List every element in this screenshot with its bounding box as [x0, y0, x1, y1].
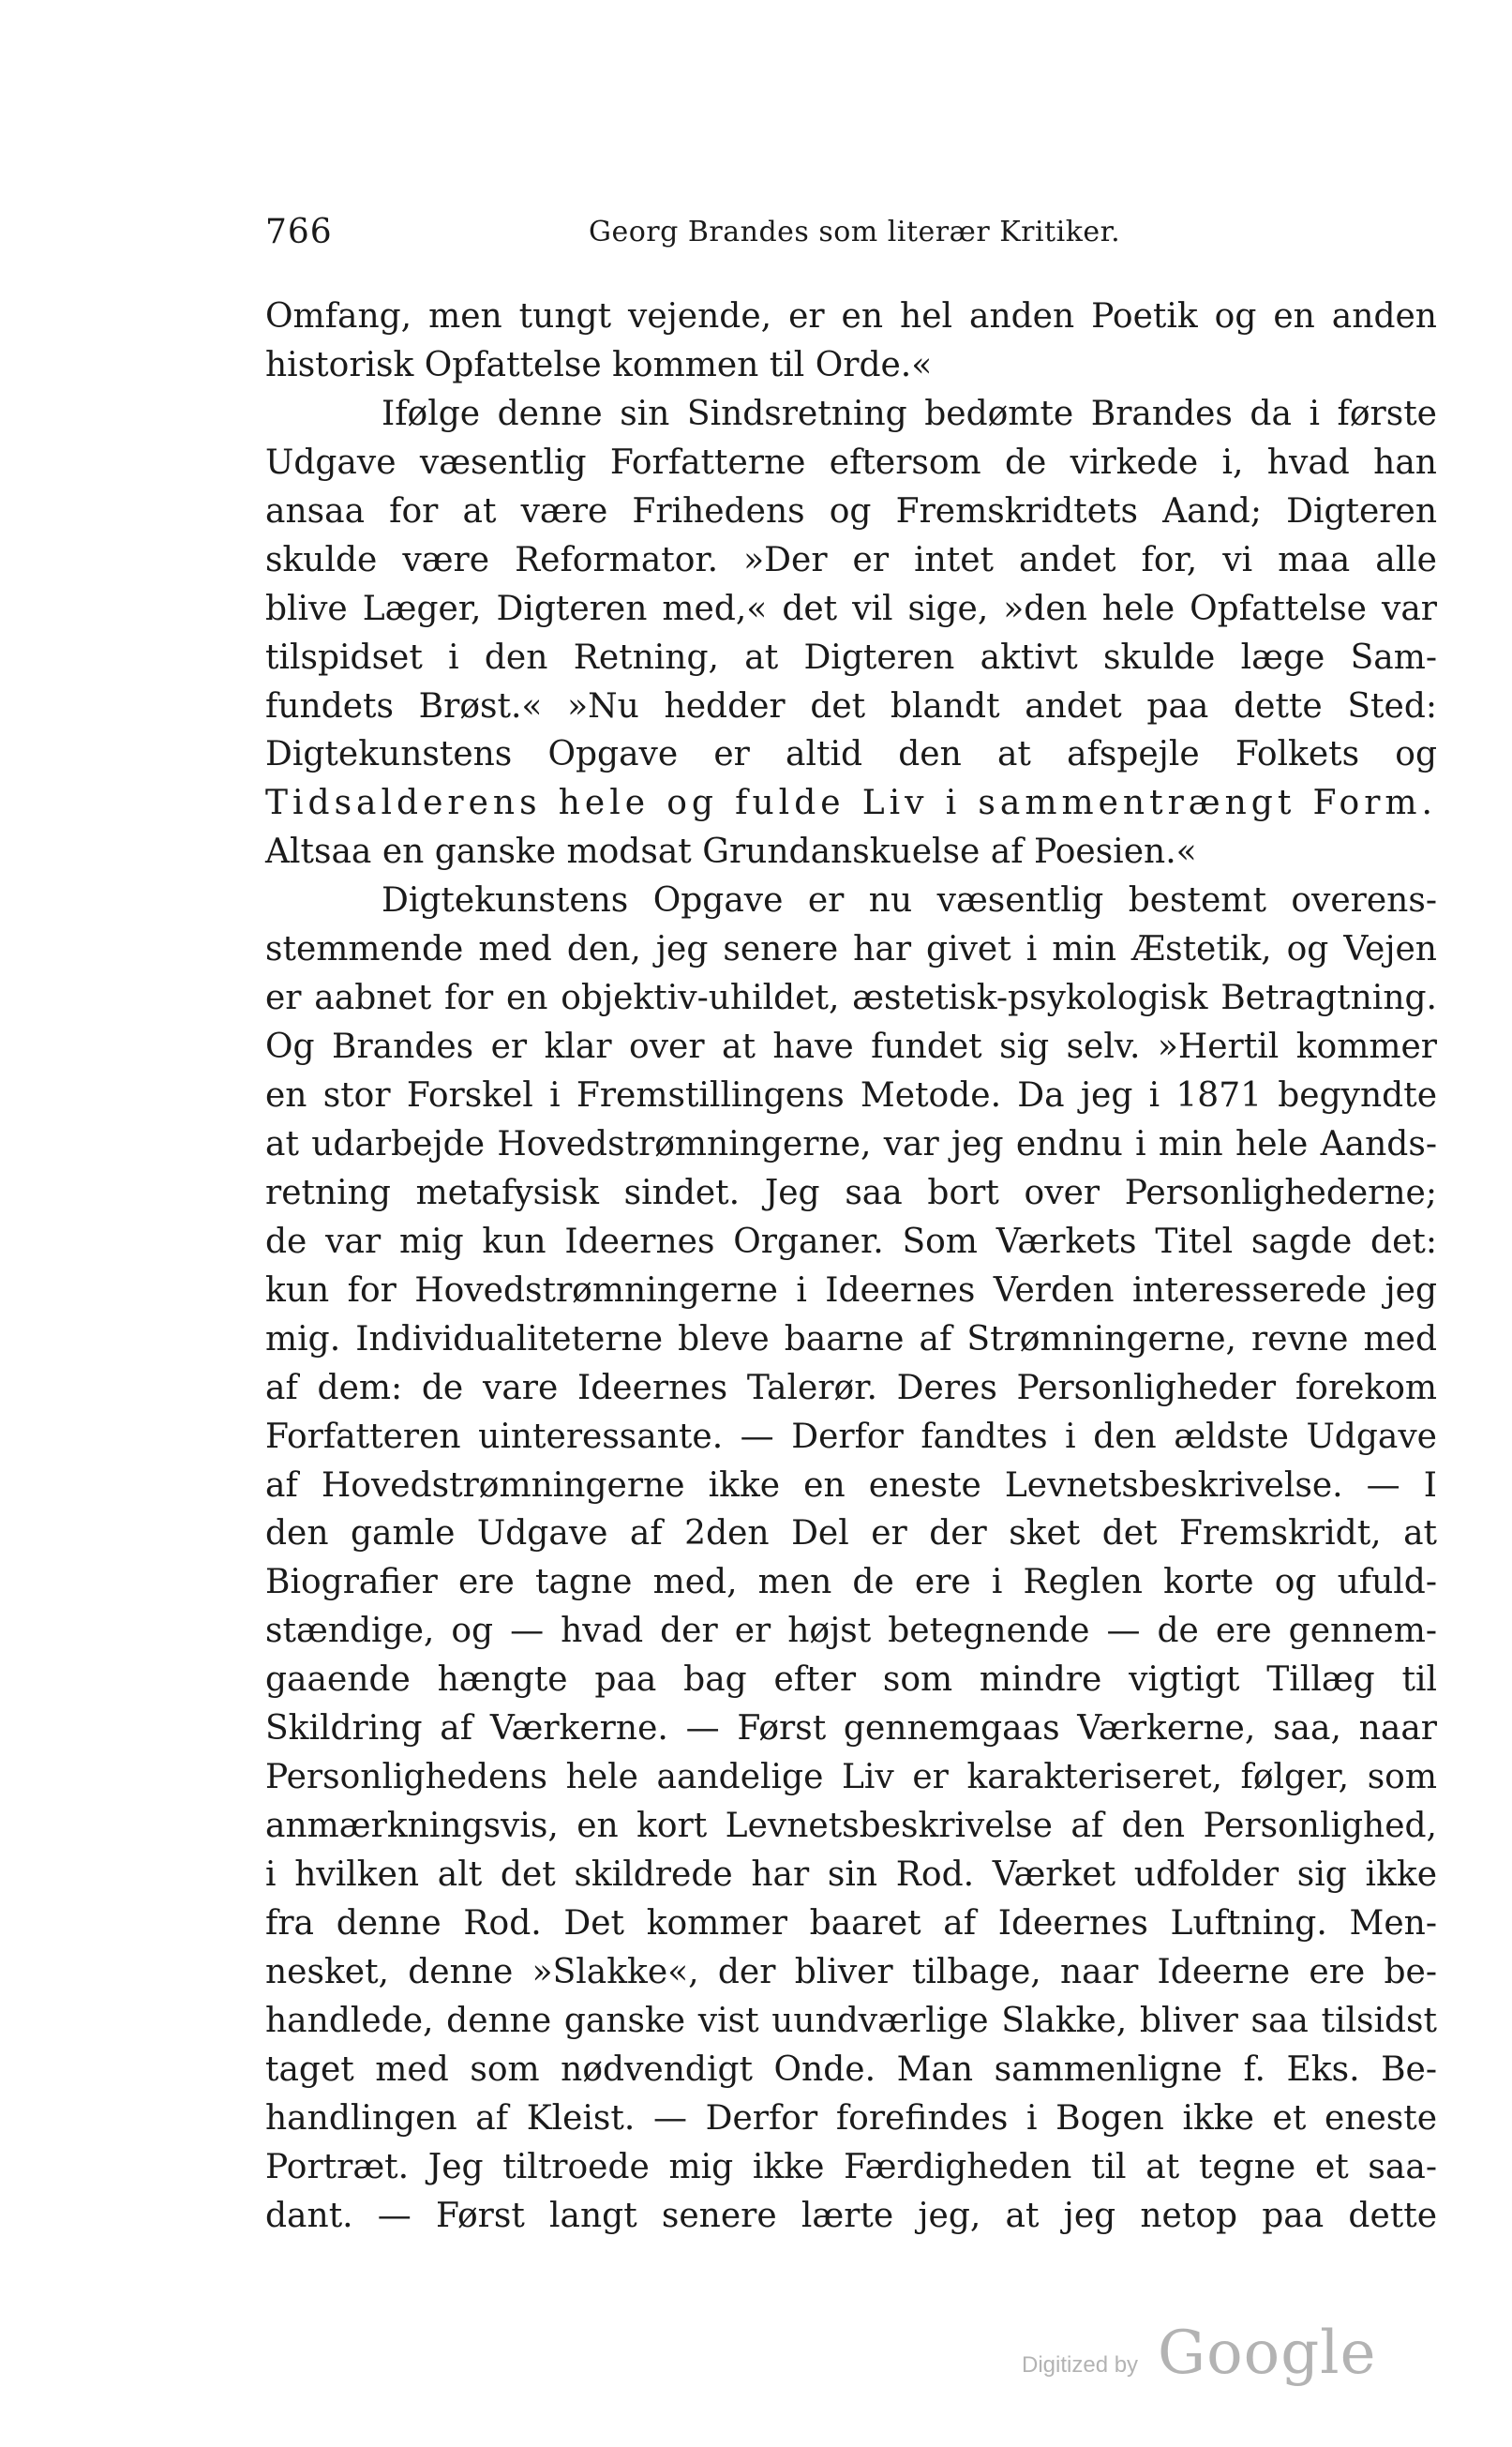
text-line: anmærkningsvis, en kort Levnetsbeskrivelse af den Personlighed, [265, 1807, 1437, 1846]
digitized-watermark [1022, 2316, 1425, 2400]
page-number: 766 [265, 213, 333, 251]
text-line: er aabnet for en objektiv-uhildet, æstetisk-psykologisk Betragtning. [265, 979, 1437, 1018]
page-header [265, 204, 1437, 261]
text-line: af Hovedstrømningerne ikke en eneste Levnetsbeskrivelse. — I [265, 1465, 1437, 1505]
watermark-prefix: Digitized by [1022, 2352, 1139, 2378]
text-line: retning metafysisk sindet. Jeg saa bort over Personlighederne; [265, 1173, 1437, 1212]
text-line: handlingen af Kleist. — Derfor forefindes i Bogen ikke et eneste [265, 2098, 1437, 2138]
text-line: Portræt. Jeg tiltroede mig ikke Færdigheden til at tegne et saa- [265, 2147, 1437, 2186]
text-line: stemmende med den, jeg senere har givet i min Æstetik, og Vejen [265, 930, 1437, 969]
text-line: gaaende hængte paa bag efter som mindre vigtigt Tillæg til [265, 1660, 1437, 1700]
text-line: stændige, og — hvad der er højst betegnende — de ere gennem- [265, 1612, 1437, 1651]
text-line: historisk Opfattelse kommen til Orde.« [265, 345, 933, 384]
text-line: blive Læger, Digteren med,« det vil sige, »den hele Opfattelse var [265, 589, 1437, 628]
text-line: kun for Hovedstrømningerne i Ideernes Verden interesserede jeg [265, 1270, 1437, 1310]
text-line: Udgave væsentlig Forfatterne eftersom de virkede i, hvad han [265, 443, 1437, 482]
text-line: i hvilken alt det skildrede har sin Rod. Værket udfolder sig ikke [265, 1855, 1437, 1894]
text-line: tilspidset i den Retning, at Digteren aktivt skulde læge Sam- [265, 638, 1437, 677]
text-line: ansaa for at være Frihedens og Fremskridtets Aand; Digteren [265, 491, 1437, 531]
text-line: en stor Forskel i Fremstillingens Metode. Da jeg i 1871 begyndte [265, 1076, 1437, 1115]
text-line: Tidsalderens hele og fulde Liv i sammentrængt Form. [265, 784, 1437, 823]
text-line: Ifølge denne sin Sindsretning bedømte Brandes da i første [382, 394, 1437, 433]
text-line: handlede, denne ganske vist uundværlige Slakke, bliver saa tilsidst [265, 2001, 1437, 2040]
body-text [265, 293, 1437, 2241]
text-line: at udarbejde Hovedstrømningerne, var jeg endnu i min hele Aands- [265, 1124, 1437, 1163]
text-line: af dem: de vare Ideernes Talerør. Deres Personligheder forekom [265, 1368, 1437, 1407]
text-line: Altsaa en ganske modsat Grundanskuelse af Poesien.« [265, 833, 1197, 872]
text-line: skulde være Reformator. »Der er intet andet for, vi maa alle [265, 540, 1437, 579]
text-line: taget med som nødvendigt Onde. Man sammenligne f. Eks. Be- [265, 2049, 1437, 2089]
text-line: de var mig kun Ideernes Organer. Som Værkets Titel sagde det: [265, 1222, 1437, 1261]
text-line: nesket, denne »Slakke«, der bliver tilbage, naar Ideerne ere be- [265, 1952, 1437, 1991]
text-line: fra denne Rod. Det kommer baaret af Ideernes Luftning. Men- [265, 1903, 1437, 1943]
text-line: Digtekunstens Opgave er altid den at afspejle Folkets og [265, 735, 1437, 774]
text-line: Skildring af Værkerne. — Først gennemgaas Værkerne, saa, naar [265, 1709, 1437, 1749]
text-line: Og Brandes er klar over at have fundet sig selv. »Hertil kommer [265, 1028, 1437, 1067]
text-line: Personlighedens hele aandelige Liv er karakteriseret, følger, som [265, 1758, 1437, 1797]
running-title: Georg Brandes som literær Kritiker. [589, 216, 1121, 248]
text-line: Digtekunstens Opgave er nu væsentlig bestemt overens- [382, 881, 1437, 921]
text-line: den gamle Udgave af 2den Del er der sket det Fremskridt, at [265, 1514, 1437, 1554]
text-line: Forfatteren uinteressante. — Derfor fandtes i den ældste Udgave [265, 1417, 1437, 1456]
text-line: dant. — Først langt senere lærte jeg, at jeg netop paa dette [265, 2196, 1437, 2235]
google-logo: Google [1158, 2319, 1377, 2388]
text-line: fundets Brøst.« »Nu hedder det blandt andet paa dette Sted: [265, 686, 1437, 726]
text-line: mig. Individualiteterne bleve baarne af Strømningerne, revne med [265, 1319, 1437, 1359]
text-line: Biografier ere tagne med, men de ere i Reglen korte og ufuld- [265, 1563, 1437, 1602]
text-line: Omfang, men tungt vejende, er en hel anden Poetik og en anden [265, 297, 1437, 336]
